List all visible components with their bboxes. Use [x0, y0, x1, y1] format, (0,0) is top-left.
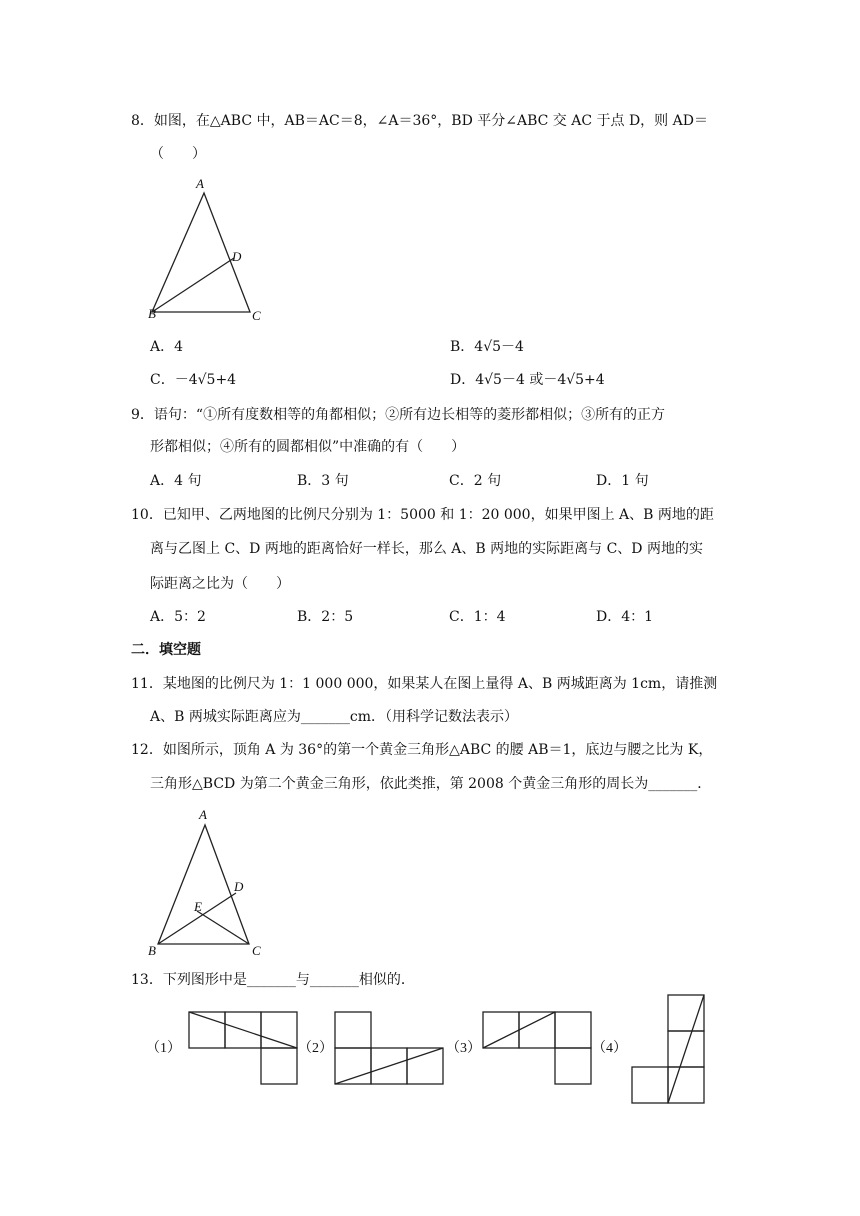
q13-figure-1 — [146, 1012, 297, 1084]
q8-label-b: B — [148, 306, 156, 321]
q13-stem: 13．下列图形中是_______与_______相似的． — [131, 972, 415, 988]
q8-option-d: D．4√5－4 或－4√5+4 — [450, 372, 605, 388]
q8-option-c: C．－4√5+4 — [150, 372, 237, 388]
q13-label-4: （4） — [592, 1041, 627, 1056]
q10-option-d: D．4：1 — [596, 609, 654, 625]
q10-stem-line2: 离与乙图上 C、D 两地的距离恰好一样长，那么 A、B 两地的实际距离与 C、D 两地的实 — [150, 541, 703, 557]
q9-stem-line2: 形都相似；④所有的圆都相似”中准确的有（ ） — [150, 439, 466, 455]
q13-label-3: （3） — [446, 1041, 481, 1056]
q10-stem-line3: 际距离之比为（ ） — [150, 576, 290, 592]
q8-label-d: D — [232, 249, 242, 264]
q13-figure-4 — [592, 995, 704, 1103]
q9-option-a: A．4 句 — [150, 473, 202, 489]
q8-option-b: B．4√5－4 — [450, 339, 524, 355]
q8-label-a: A — [196, 176, 204, 191]
q10-stem-line1: 10．已知甲、乙两地图的比例尺分别为 1：5000 和 1：20 000，如果甲图上 A、B 两地的距 — [131, 507, 714, 523]
q8-stem-line1: 8．如图，在△ABC 中，AB＝AC＝8，∠A＝36°，BD 平分∠ABC 交 AC 于点 D，则 AD＝ — [131, 113, 708, 129]
q12-label-b: B — [148, 943, 156, 958]
section-heading-fill-in: 二．填空题 — [131, 642, 201, 658]
q13-label-1: （1） — [146, 1041, 181, 1056]
q9-option-b: B．3 句 — [297, 473, 349, 489]
q12-triangle-figure — [140, 805, 275, 960]
q12-stem-line1: 12．如图所示，顶角 A 为 36°的第一个黄金三角形△ABC 的腰 AB＝1，底边与腰之比为 K， — [131, 742, 713, 758]
q13-label-2: （2） — [298, 1041, 333, 1056]
q13-figure-3 — [446, 1012, 591, 1084]
q12-label-d: D — [234, 879, 244, 894]
q10-option-b: B．2：5 — [297, 609, 354, 625]
q9-stem-line1: 9．语句：“①所有度数相等的角都相似；②所有边长相等的菱形都相似；③所有的正方 — [131, 407, 666, 423]
q8-triangle-figure — [140, 175, 270, 325]
q8-option-a: A．4 — [150, 339, 184, 355]
q13-figure-2 — [298, 1012, 443, 1084]
q12-stem-line2: 三角形△BCD 为第二个黄金三角形，依此类推，第 2008 个黄金三角形的周长为_______． — [150, 776, 712, 792]
q9-option-d: D．1 句 — [596, 473, 649, 489]
q8-label-c: C — [252, 308, 261, 323]
q10-option-a: A．5：2 — [150, 609, 206, 625]
q11-stem-line1: 11．某地图的比例尺为 1：1 000 000，如果某人在图上量得 A、B 两城距离为 1cm，请推测 — [131, 676, 718, 692]
q12-label-a: A — [199, 807, 207, 822]
q9-option-c: C．2 句 — [449, 473, 502, 489]
q13-figures — [0, 990, 860, 1110]
q11-stem-line2: A、B 两城实际距离应为_______cm．（用科学记数法表示） — [150, 709, 518, 725]
q12-label-c: C — [252, 943, 261, 958]
q8-stem-line2: （ ） — [150, 146, 206, 162]
q10-option-c: C．1：4 — [449, 609, 506, 625]
q12-label-e: E — [194, 899, 202, 914]
